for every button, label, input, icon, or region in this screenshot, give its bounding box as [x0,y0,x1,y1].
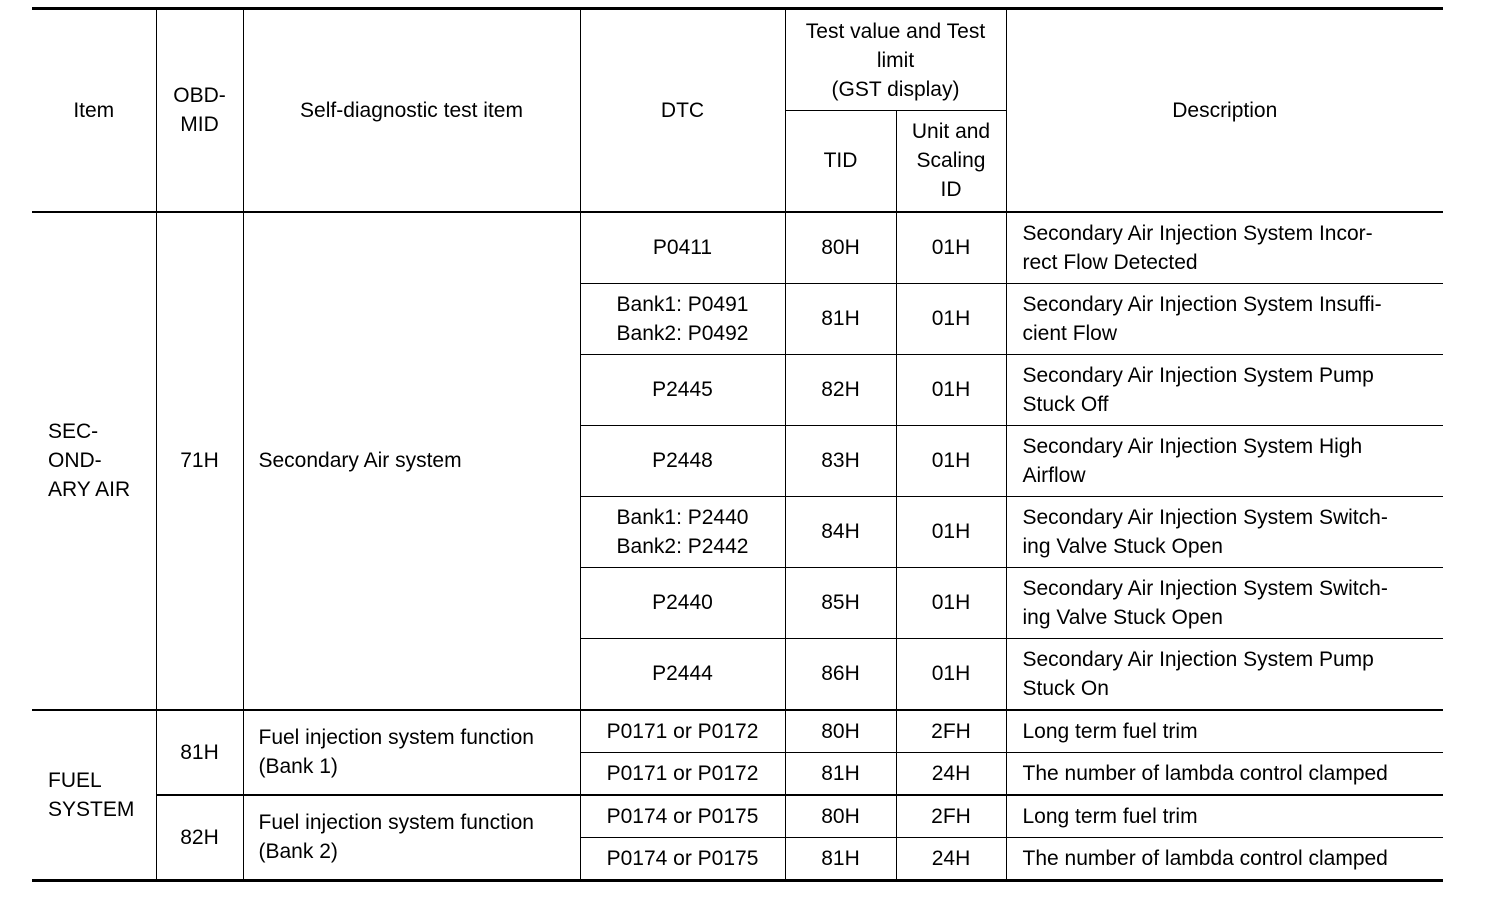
table-row [32,795,1443,838]
unit-scaling-cell: 01H [896,212,1006,284]
description-cell: Secondary Air Injection System Pump Stuck Off [1006,354,1443,425]
description-cell: The number of lambda control clamped [1006,837,1443,880]
unit-scaling-cell: 24H [896,752,1006,795]
unit-scaling-cell: 01H [896,425,1006,496]
table-header [32,9,1443,212]
obd-test-table [32,7,1443,882]
obd-mid-cell: 82H [156,795,243,881]
dtc-cell: P0171 or P0172 [580,752,785,795]
test-item-cell: Fuel injection system function (Bank 1) [243,710,580,795]
tid-cell: 86H [785,638,896,710]
tid-cell: 84H [785,496,896,567]
item-secondary-air: SEC- OND- ARY AIR [32,212,156,710]
header-dtc: DTC [580,9,785,212]
description-cell: Secondary Air Injection System Incor- rect Flow Detected [1006,212,1443,284]
item-fuel-system: FUEL SYSTEM [32,710,156,881]
tid-cell: 80H [785,710,896,753]
table-row [32,212,1443,284]
header-item: Item [32,9,156,212]
dtc-cell: P2445 [580,354,785,425]
dtc-cell: P2444 [580,638,785,710]
unit-scaling-cell: 01H [896,283,1006,354]
dtc-cell: P0174 or P0175 [580,795,785,838]
dtc-cell: P2440 [580,567,785,638]
tid-cell: 80H [785,795,896,838]
dtc-cell: Bank1: P2440 Bank2: P2442 [580,496,785,567]
tid-cell: 82H [785,354,896,425]
tid-cell: 80H [785,212,896,284]
tid-cell: 81H [785,837,896,880]
unit-scaling-cell: 24H [896,837,1006,880]
obd-mid-cell: 81H [156,710,243,795]
dtc-cell: Bank1: P0491 Bank2: P0492 [580,283,785,354]
header-tid: TID [785,111,896,212]
header-description: Description [1006,9,1443,212]
description-cell: The number of lambda control clamped [1006,752,1443,795]
description-cell: Secondary Air Injection System High Airflow [1006,425,1443,496]
unit-scaling-cell: 01H [896,354,1006,425]
description-cell: Secondary Air Injection System Insuffi- cient Flow [1006,283,1443,354]
description-cell: Secondary Air Injection System Pump Stuck On [1006,638,1443,710]
header-self-diagnostic-test-item: Self-diagnostic test item [243,9,580,212]
description-cell: Long term fuel trim [1006,710,1443,753]
unit-scaling-cell: 2FH [896,710,1006,753]
obd-mid-cell: 71H [156,212,243,710]
unit-scaling-cell: 2FH [896,795,1006,838]
description-cell: Long term fuel trim [1006,795,1443,838]
test-item-cell: Secondary Air system [243,212,580,710]
unit-scaling-cell: 01H [896,638,1006,710]
header-test-value-and-limit: Test value and Test limit (GST display) [785,9,1006,111]
dtc-cell: P0171 or P0172 [580,710,785,753]
dtc-cell: P0174 or P0175 [580,837,785,880]
tid-cell: 81H [785,283,896,354]
description-cell: Secondary Air Injection System Switch- ing Valve Stuck Open [1006,496,1443,567]
header-obd-mid: OBD- MID [156,9,243,212]
tid-cell: 81H [785,752,896,795]
tid-cell: 85H [785,567,896,638]
unit-scaling-cell: 01H [896,496,1006,567]
table-body [32,212,1443,881]
table-row [32,710,1443,753]
dtc-cell: P0411 [580,212,785,284]
dtc-cell: P2448 [580,425,785,496]
header-unit-and-scaling-id: Unit and Scaling ID [896,111,1006,212]
test-item-cell: Fuel injection system function (Bank 2) [243,795,580,881]
unit-scaling-cell: 01H [896,567,1006,638]
tid-cell: 83H [785,425,896,496]
description-cell: Secondary Air Injection System Switch- ing Valve Stuck Open [1006,567,1443,638]
